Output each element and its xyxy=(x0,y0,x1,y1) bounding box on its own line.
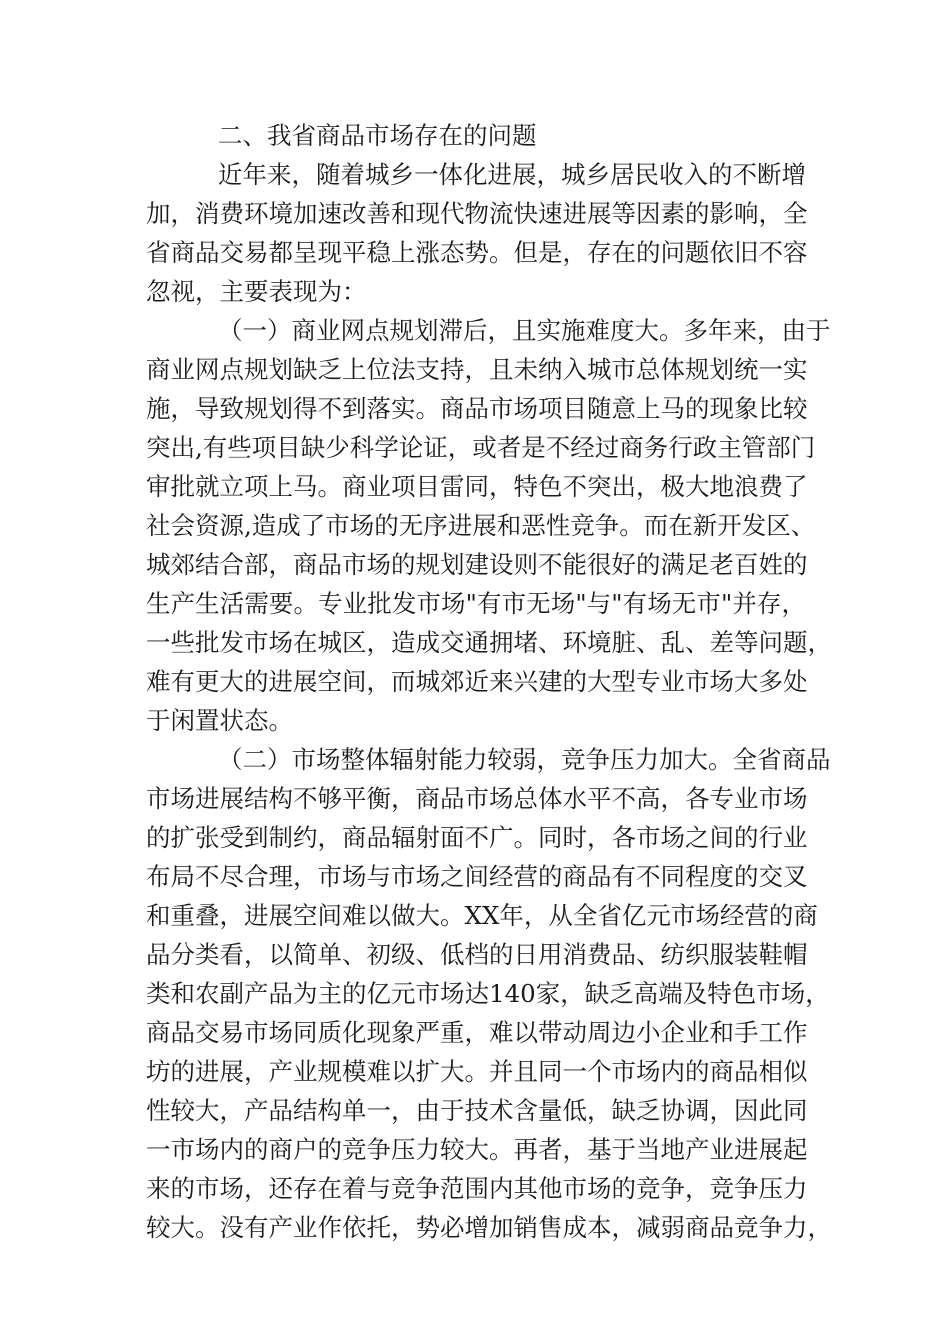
text-line: 和重叠，进展空间难以做大。XX年，从全省亿元市场经营的商 xyxy=(146,901,818,930)
text-line: 难有更大的进展空间，而城郊近来兴建的大型专业市场大多处 xyxy=(146,667,808,696)
text-line: 忽视，主要表现为： xyxy=(146,277,367,306)
paragraph-intro xyxy=(146,155,806,311)
text-line: 加，消费环境加速改善和现代物流快速进展等因素的影响，全 xyxy=(146,199,808,228)
text-line: 城郊结合部，商品市场的规划建设则不能很好的满足老百姓的 xyxy=(146,550,808,579)
text-line: 坊的进展，产业规模难以扩大。并且同一个市场内的商品相似 xyxy=(146,1057,808,1086)
text-line: 布局不尽合理，市场与市场之间经营的商品有不同程度的交叉 xyxy=(146,862,808,891)
text-line: 突出,有些项目缺少科学论证，或者是不经过商务行政主管部门 xyxy=(146,433,816,462)
text-line: 的扩张受到制约，商品辐射面不广。同时，各市场之间的行业 xyxy=(146,823,808,852)
text-line: 一些批发市场在城区，造成交通拥堵、环境脏、乱、差等问题， xyxy=(146,628,832,657)
text-line: 来的市场，还存在着与竞争范围内其他市场的竞争，竞争压力 xyxy=(146,1174,808,1203)
text-line: 社会资源,造成了市场的无序进展和恶性竞争。而在新开发区、 xyxy=(146,511,816,540)
text-line: 性较大，产品结构单一，由于技术含量低，缺乏协调，因此同 xyxy=(146,1096,808,1125)
text-line: （一）商业网点规划滞后，且实施难度大。多年来，由于 xyxy=(218,316,831,345)
paragraph-two xyxy=(146,740,832,1247)
paragraph-one xyxy=(146,311,832,740)
text-line: 市场进展结构不够平衡，商品市场总体水平不高，各专业市场 xyxy=(146,784,808,813)
section-heading: 二、我省商品市场存在的问题 xyxy=(218,121,537,150)
text-line: 商业网点规划缺乏上位法支持，且未纳入城市总体规划统一实 xyxy=(146,355,808,384)
text-line: 类和农副产品为主的亿元市场达140家，缺乏高端及特色市场， xyxy=(146,979,830,1008)
text-line: 品分类看，以简单、初级、低档的日用消费品、纺织服装鞋帽 xyxy=(146,940,808,969)
text-line: 一市场内的商户的竞争压力较大。再者，基于当地产业进展起 xyxy=(146,1135,808,1164)
text-line: 较大。没有产业作依托，势必增加销售成本，减弱商品竞争力， xyxy=(146,1213,832,1242)
text-line: 生产生活需要。专业批发市场"有市无场"与"有场无市"并存， xyxy=(146,589,806,618)
document-body xyxy=(146,116,832,1247)
text-line: 审批就立项上马。商业项目雷同，特色不突出，极大地浪费了 xyxy=(146,472,808,501)
text-line: 于闲置状态。 xyxy=(146,706,293,735)
text-line: 近年来，随着城乡一体化进展，城乡居民收入的不断增 xyxy=(218,160,806,189)
text-line: 省商品交易都呈现平稳上涨态势。但是，存在的问题依旧不容 xyxy=(146,238,808,267)
text-line: （二）市场整体辐射能力较弱，竞争压力加大。全省商品 xyxy=(218,745,831,774)
text-line: 商品交易市场同质化现象严重，难以带动周边小企业和手工作 xyxy=(146,1018,808,1047)
text-line: 施，导致规划得不到落实。商品市场项目随意上马的现象比较 xyxy=(146,394,808,423)
